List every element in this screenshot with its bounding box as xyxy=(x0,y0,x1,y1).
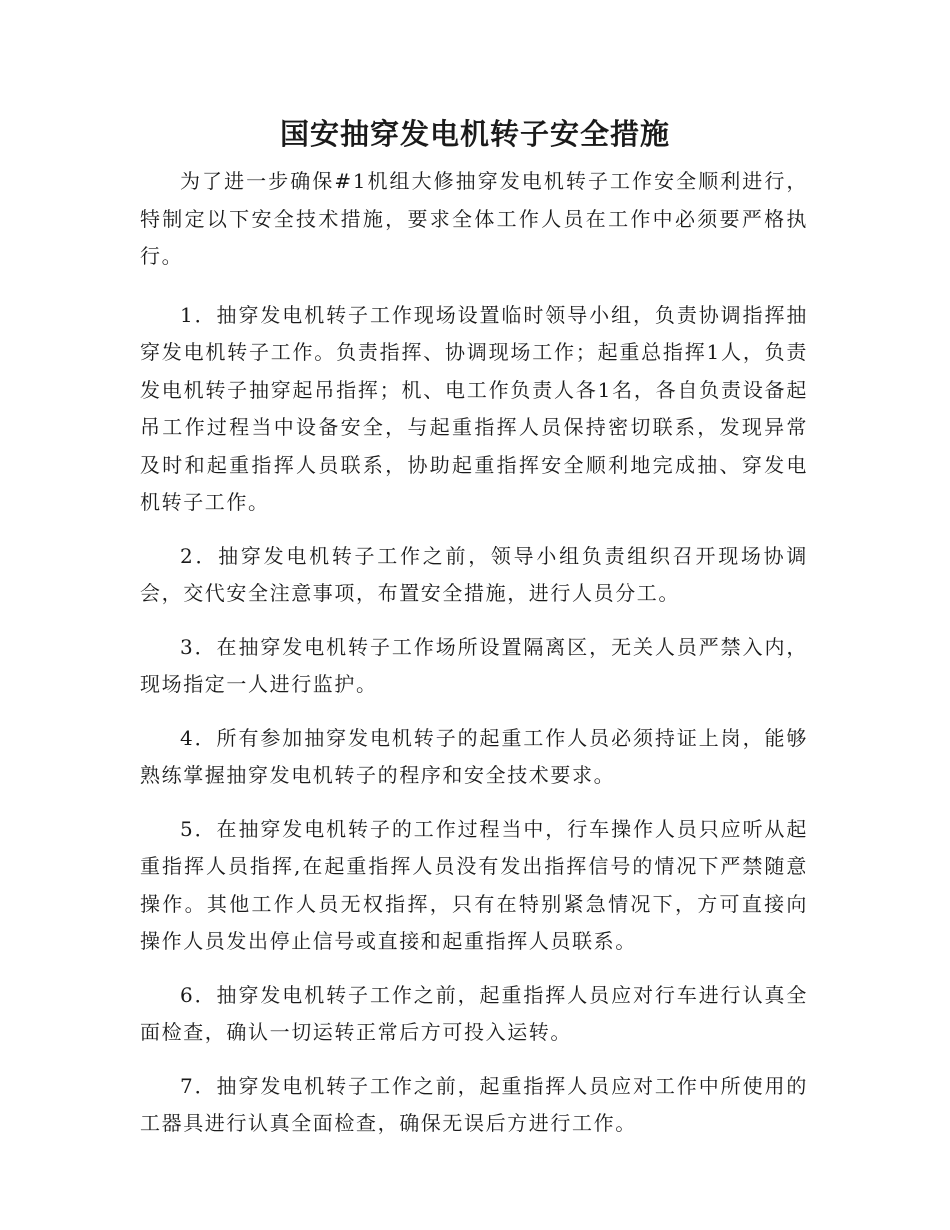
measure-item-5: 5．在抽穿发电机转子的工作过程当中，行车操作人员只应听从起重指挥人员指挥,在起重指挥人员没有发出指挥信号的情况下严禁随意操作。其他工作人员无权指挥，只有在特别紧急情况下，方可直接向操作人员发出停止信号或直接和起重指挥人员联系。 xyxy=(140,816,808,953)
measure-item-4: 4．所有参加抽穿发电机转子的起重工作人员必须持证上岗，能够熟练掌握抽穿发电机转子的程序和安全技术要求。 xyxy=(140,725,808,787)
document-body xyxy=(140,163,808,1159)
measure-item-7: 7．抽穿发电机转子工作之前，起重指挥人员应对工作中所使用的工器具进行认真全面检查，确保无误后方进行工作。 xyxy=(140,1073,808,1135)
measure-item-6: 6．抽穿发电机转子工作之前，起重指挥人员应对行车进行认真全面检查，确认一切运转正常后方可投入运转。 xyxy=(140,982,808,1044)
measure-item-2: 2．抽穿发电机转子工作之前，领导小组负责组织召开现场协调会，交代安全注意事项，布置安全措施，进行人员分工。 xyxy=(140,543,808,605)
measure-item-3: 3．在抽穿发电机转子工作场所设置隔离区，无关人员严禁入内，现场指定一人进行监护。 xyxy=(140,634,808,696)
document-title: 国安抽穿发电机转子安全措施 xyxy=(279,117,670,151)
intro-paragraph: 为了进一步确保#1机组大修抽穿发电机转子工作安全顺利进行，特制定以下安全技术措施，要求全体工作人员在工作中必须要严格执行。 xyxy=(140,169,808,268)
measure-item-1: 1．抽穿发电机转子工作现场设置临时领导小组，负责协调指挥抽穿发电机转子工作。负责指挥、协调现场工作；起重总指挥1人，负责发电机转子抽穿起吊指挥；机、电工作负责人各1名，各自负责设备起吊工作过程当中设备安全，与起重指挥人员保持密切联系，发现异常及时和起重指挥人员联系，协助起重指挥安全顺利地完成抽、穿发电机转子工作。 xyxy=(140,302,808,514)
